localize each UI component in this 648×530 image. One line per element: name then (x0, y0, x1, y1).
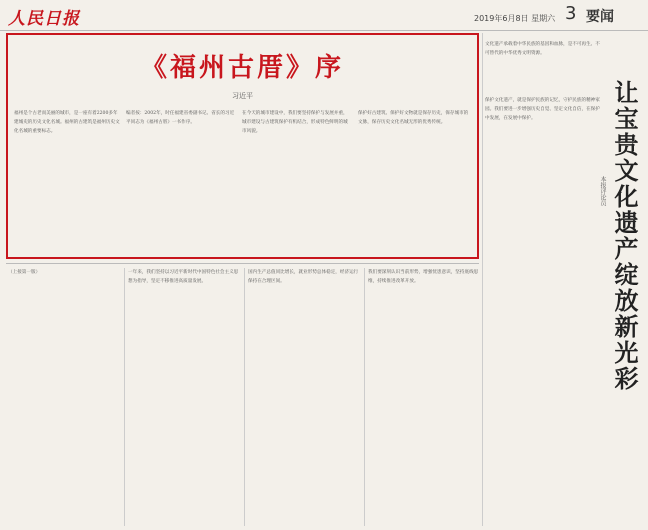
editorial-body: 保护文化遗产，就是保护民族的记忆，守护民族的精神家园。我们要进一步增强历史自觉、坚定文化自信，在保护中发展，在发展中保护。 (485, 98, 600, 121)
section-divider (6, 263, 479, 264)
feature-column-4: 保护好古建筑、保护好文物就是保存历史，保存城市的文脉，保存历史文化名城无形的优秀传统。 (358, 111, 469, 125)
article-column-2: 一年来，我们坚持以习近平新时代中国特色社会主义思想为指导，坚定不移推进高质量发展。 (128, 270, 239, 284)
editorial-lead: 文化遗产承载着中华民族的基因和血脉，是不可再生、不可替代的中华优秀文明资源。 (485, 42, 600, 56)
feature-title: 《福州古厝》序 (140, 53, 344, 83)
column-rule (124, 268, 125, 526)
feature-column-2: 编者按：2002年，时任福建省委副书记、省长的习近平同志为《福州古厝》一书作序。 (126, 111, 235, 125)
feature-column-1: 福州是个古老而美丽的城市，是一座有着2200多年建城史的历史文化名城。福州的古建筑是福州历史文化名城的重要标志。 (14, 111, 120, 134)
issue-date: 2019年6月8日 星期六 (474, 14, 556, 23)
column-rule (364, 268, 365, 526)
feature-byline: 习近平 (232, 92, 253, 100)
section-name: 要闻 (586, 9, 614, 25)
masthead (0, 0, 648, 31)
newspaper-logo: 人民日报 (8, 9, 80, 29)
article-column-4: 我们要深刻认识当前形势，增强忧患意识，坚持底线思维，持续推进改革开放。 (368, 270, 479, 284)
editorial-author: 本报评论员 (599, 176, 606, 206)
right-column-rule (482, 33, 483, 526)
page-number: 3 (565, 3, 577, 24)
feature-column-3: 在今天的城市建设中，我们要坚持保护与发展并重，城市建设与古建筑保护有机结合，形成特色鲜明的城市风貌。 (242, 111, 348, 134)
editorial-headline: 让宝贵文化遗产绽放新光彩 (610, 80, 638, 392)
article-column-3: 国内生产总值同比增长，就业形势总体稳定，经济运行保持在合理区间。 (248, 270, 359, 284)
column-rule (244, 268, 245, 526)
article-column-1: （上接第一版） (8, 270, 41, 275)
feature-article (6, 33, 479, 259)
